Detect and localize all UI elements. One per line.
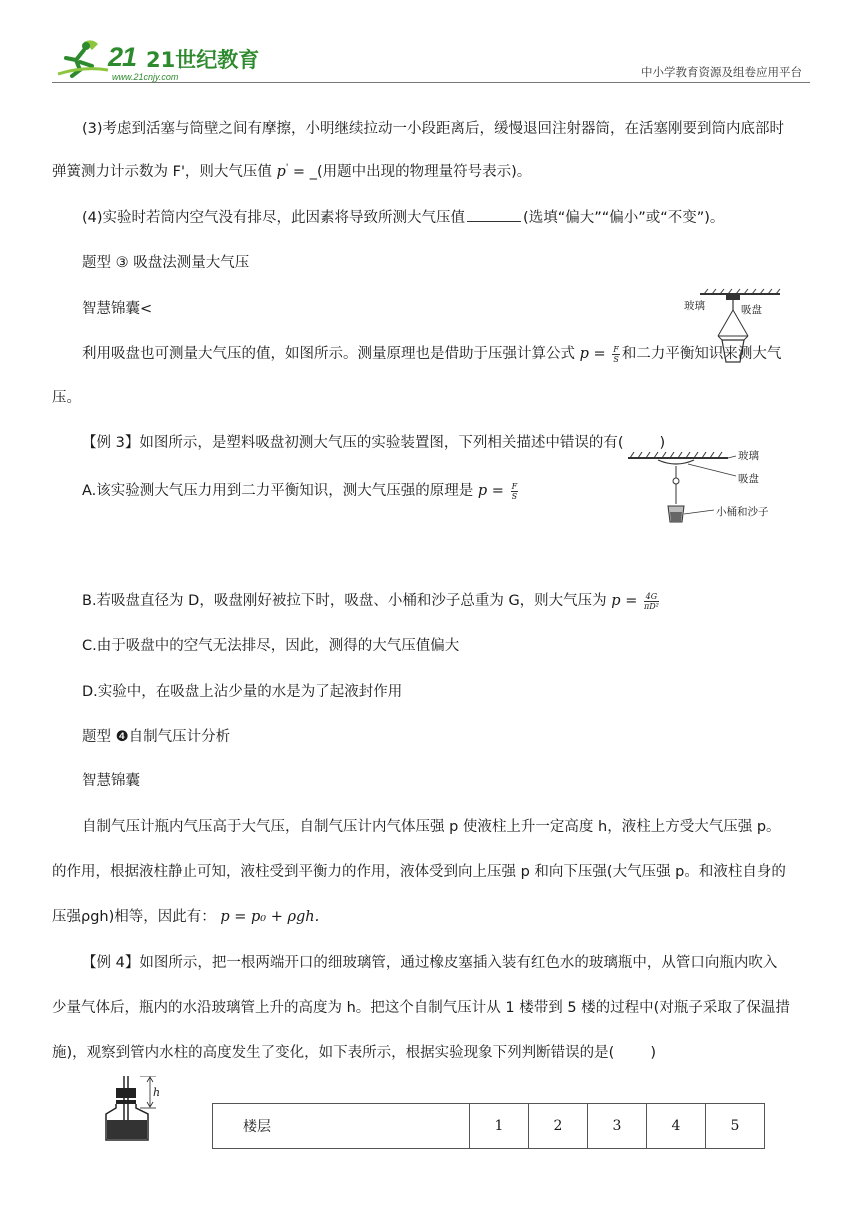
example3-text: 【例 3】如图所示，是塑料吸盘初测大气压的实验装置图，下列相关描述中错误的有(: [82, 435, 624, 451]
fig2-bucket-label: 小桶和沙子: [716, 506, 769, 518]
option-b-numerator: 4G: [645, 591, 658, 601]
example3-close: ): [659, 435, 666, 451]
tips1-text: [82, 342, 781, 364]
tips2-heading: 智慧锦囊: [82, 773, 140, 789]
floor-cell: 3: [588, 1104, 647, 1149]
q3-p-symbol: p: [276, 164, 286, 180]
option-c: C.由于吸盘中的空气无法排尽，因此，测得的大气压值偏大: [82, 638, 460, 654]
fig2-glass-label: 玻璃: [738, 450, 759, 462]
fraction-numerator: F: [613, 344, 619, 354]
option-a-denominator: S: [511, 491, 518, 501]
option-b-denominator: πD²: [643, 601, 659, 611]
q3-text: 弹簧测力计示数为 F'，则大气压值: [52, 164, 277, 180]
fraction-denominator: S: [613, 354, 619, 364]
q4-line: [82, 206, 724, 227]
type3-heading: 题型 ③ 吸盘法测量大气压: [82, 255, 250, 271]
floor-cell: 1: [470, 1104, 529, 1149]
logo-brand-text: 21世纪教育: [146, 48, 260, 72]
example4-line-2: 少量气体后，瓶内的水沿玻璃管上升的高度为 h。把这个自制气压计从 1 楼带到 5 楼的过程中(对瓶子采取了保温措: [52, 1000, 790, 1016]
option-b-fraction: [644, 592, 659, 611]
q3-hint: (用题中出现的物理量符号表示)。: [316, 164, 532, 180]
option-b-p: p: [611, 593, 621, 609]
site-logo: [54, 36, 260, 84]
example3-stem: [82, 431, 665, 452]
example4-line-3: [52, 1041, 656, 1062]
platform-label: 中小学教育资源及组卷应用平台: [641, 65, 802, 79]
option-a-p: p: [477, 483, 488, 499]
fig1-glass-label: 玻璃: [684, 300, 705, 312]
logo-url: www.21cnjy.com: [112, 72, 179, 82]
example4-text: 施)，观察到管内水柱的高度发生了变化，如下表所示，根据实验现象下列判断错误的是(: [52, 1045, 615, 1061]
suction-cup-figure: [624, 448, 744, 532]
option-a: [82, 479, 520, 501]
q3-prime: ': [285, 163, 289, 174]
example4-line-1: 【例 4】如图所示，把一根两端开口的细玻璃管，通过橡皮塞插入装有红色水的玻璃瓶中，从管口向瓶内吹入: [82, 955, 778, 971]
option-a-text: A.该实验测大气压力用到二力平衡知识，测大气压强的原理是: [82, 483, 478, 499]
q3-line-2: [52, 160, 531, 181]
floor-cell: 2: [529, 1104, 588, 1149]
option-b-text: B.若吸盘直径为 D，吸盘刚好被拉下时，吸盘、小桶和沙子总重为 G，则大气压为: [82, 593, 612, 609]
q3-eq: = _: [288, 164, 317, 180]
q3-line-1: (3)考虑到活塞与筒壁之间有摩擦，小明继续拉动一小段距离后，缓慢退回注射器筒，在活塞刚要到筒内底部时: [82, 121, 785, 137]
fig2-cup-label: 吸盘: [738, 473, 759, 485]
q4-blank: [467, 221, 521, 222]
tips1-text-c: 压。: [52, 390, 81, 406]
floor-cell: 4: [647, 1104, 706, 1149]
floor-table: [212, 1103, 765, 1149]
formula-p: p: [579, 346, 589, 362]
option-b-eq: =: [620, 593, 642, 609]
option-d: D.实验中，在吸盘上沾少量的水是为了起液封作用: [82, 684, 403, 700]
tips1-text-b: 和二力平衡知识来测大气: [621, 346, 782, 362]
q4-text: (4)实验时若筒内空气没有排尽，此因素将导致所测大气压值: [82, 210, 466, 226]
table-header-cell: 楼层: [213, 1104, 470, 1149]
option-b: [82, 589, 661, 611]
tips1-heading: 智慧锦囊<: [82, 301, 153, 317]
tips1-text-a: 利用吸盘也可测量大气压的值，如图所示。测量原理也是借助于压强计算公式: [82, 346, 580, 362]
q4-choices: (选填“偏大”“偏小”或“不变”)。: [523, 210, 725, 226]
header-divider: [52, 82, 810, 83]
table-row: [213, 1104, 765, 1149]
example4-close: ): [650, 1045, 656, 1061]
tips2-line-1: 自制气压计瓶内气压高于大气压，自制气压计内气体压强 p 使液柱上升一定高度 h，液柱上方受大气压强 p。: [82, 819, 781, 835]
logo-number: 21: [108, 42, 137, 72]
tips2-line-3-text: 压强ρgh)相等，因此有：: [52, 909, 221, 925]
tips2-line-3: [52, 905, 319, 926]
option-a-eq: =: [487, 483, 509, 499]
formula-eq: =: [588, 346, 611, 362]
fig1-cup-label: 吸盘: [741, 304, 762, 316]
runner-logo-icon: [54, 36, 110, 80]
type4-heading: 题型 ❹自制气压计分析: [82, 729, 231, 745]
option-a-numerator: F: [511, 481, 518, 491]
floor-cell: 5: [706, 1104, 765, 1149]
barometer-h-label: h: [153, 1086, 161, 1099]
formula-fraction: [612, 345, 620, 364]
option-a-fraction: [511, 482, 519, 501]
tips2-formula: p = p₀ + ρgh.: [220, 909, 320, 925]
tips2-line-2: 的作用，根据液柱静止可知，液柱受到平衡力的作用，液体受到向上压强 p 和向下压强(大气压强 p。和液柱自身的: [52, 864, 786, 880]
